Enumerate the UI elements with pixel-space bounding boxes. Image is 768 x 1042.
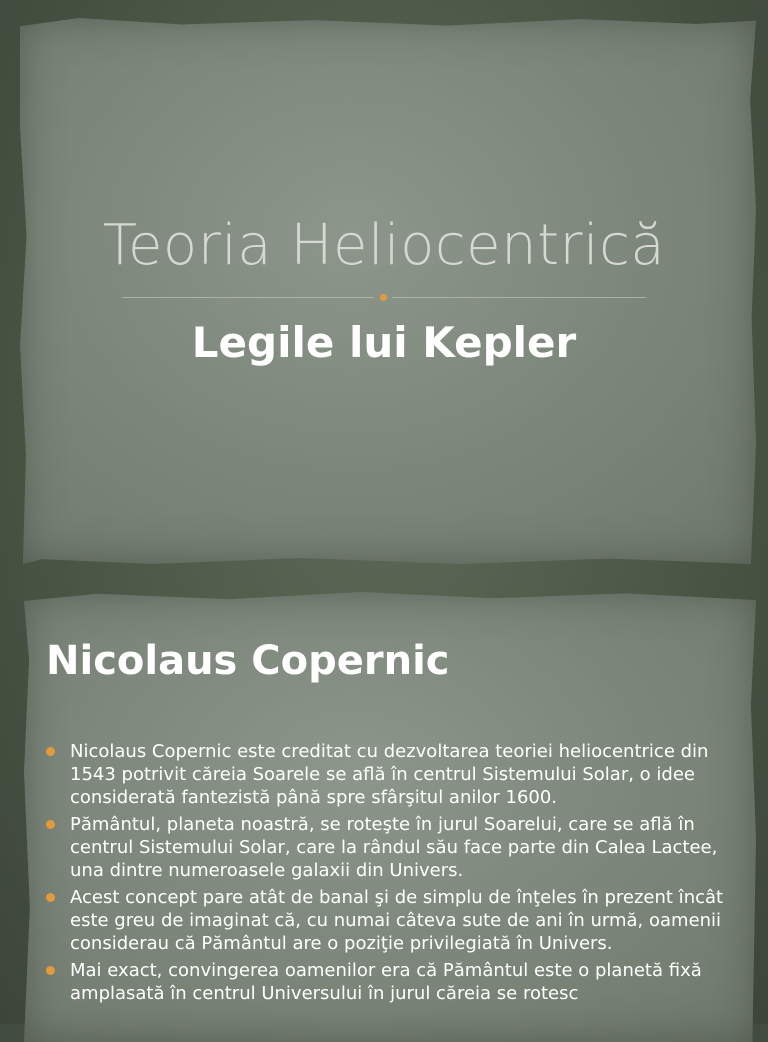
content-slide-heading: Nicolaus Copernic (46, 638, 450, 684)
bullet-text: Mai exact, convingerea oamenilor era că Pământul este o planetă fixă amplasată în centrul Universului în jurul căreia se rotesc (70, 960, 702, 1004)
title-divider-left (122, 297, 374, 298)
list-item (46, 886, 736, 955)
bullet-text: Nicolaus Copernic este creditat cu dezvoltarea teoriei heliocentrice din 1543 potrivit căreia Soarele se află în centrul Sistemului Solar, o idee considerată fantezistă până spre sfârşitul anilor 1600. (70, 741, 709, 808)
bullet-text: Acest concept pare atât de banal şi de simplu de înţeles în prezent încât este greu de imaginat că, cu numai câteva sute de ani în urmă, oamenii considerau că Pământul are o poziţie privilegiată în Univers. (70, 887, 724, 954)
slide-subtitle: Legile lui Kepler (191, 318, 577, 367)
title-slide (20, 18, 756, 564)
bullet-dot-icon (46, 893, 55, 902)
list-item (46, 740, 736, 809)
bullet-list (46, 740, 736, 1009)
list-item (46, 959, 736, 1005)
bullet-text: Pământul, planeta noastră, se roteşte în jurul Soarelui, care se află în centrul Sistemului Solar, care la rândul său face parte din Calea Lactee, una dintre numeroasele galaxii din Univers. (70, 814, 718, 881)
bullet-dot-icon (46, 747, 55, 756)
bullet-dot-icon (46, 966, 55, 975)
slide-title: Teoria Heliocentrică (102, 213, 666, 278)
bullet-dot-icon (46, 820, 55, 829)
list-item (46, 813, 736, 882)
title-divider-right (392, 297, 646, 298)
divider-dot-icon (380, 294, 387, 301)
